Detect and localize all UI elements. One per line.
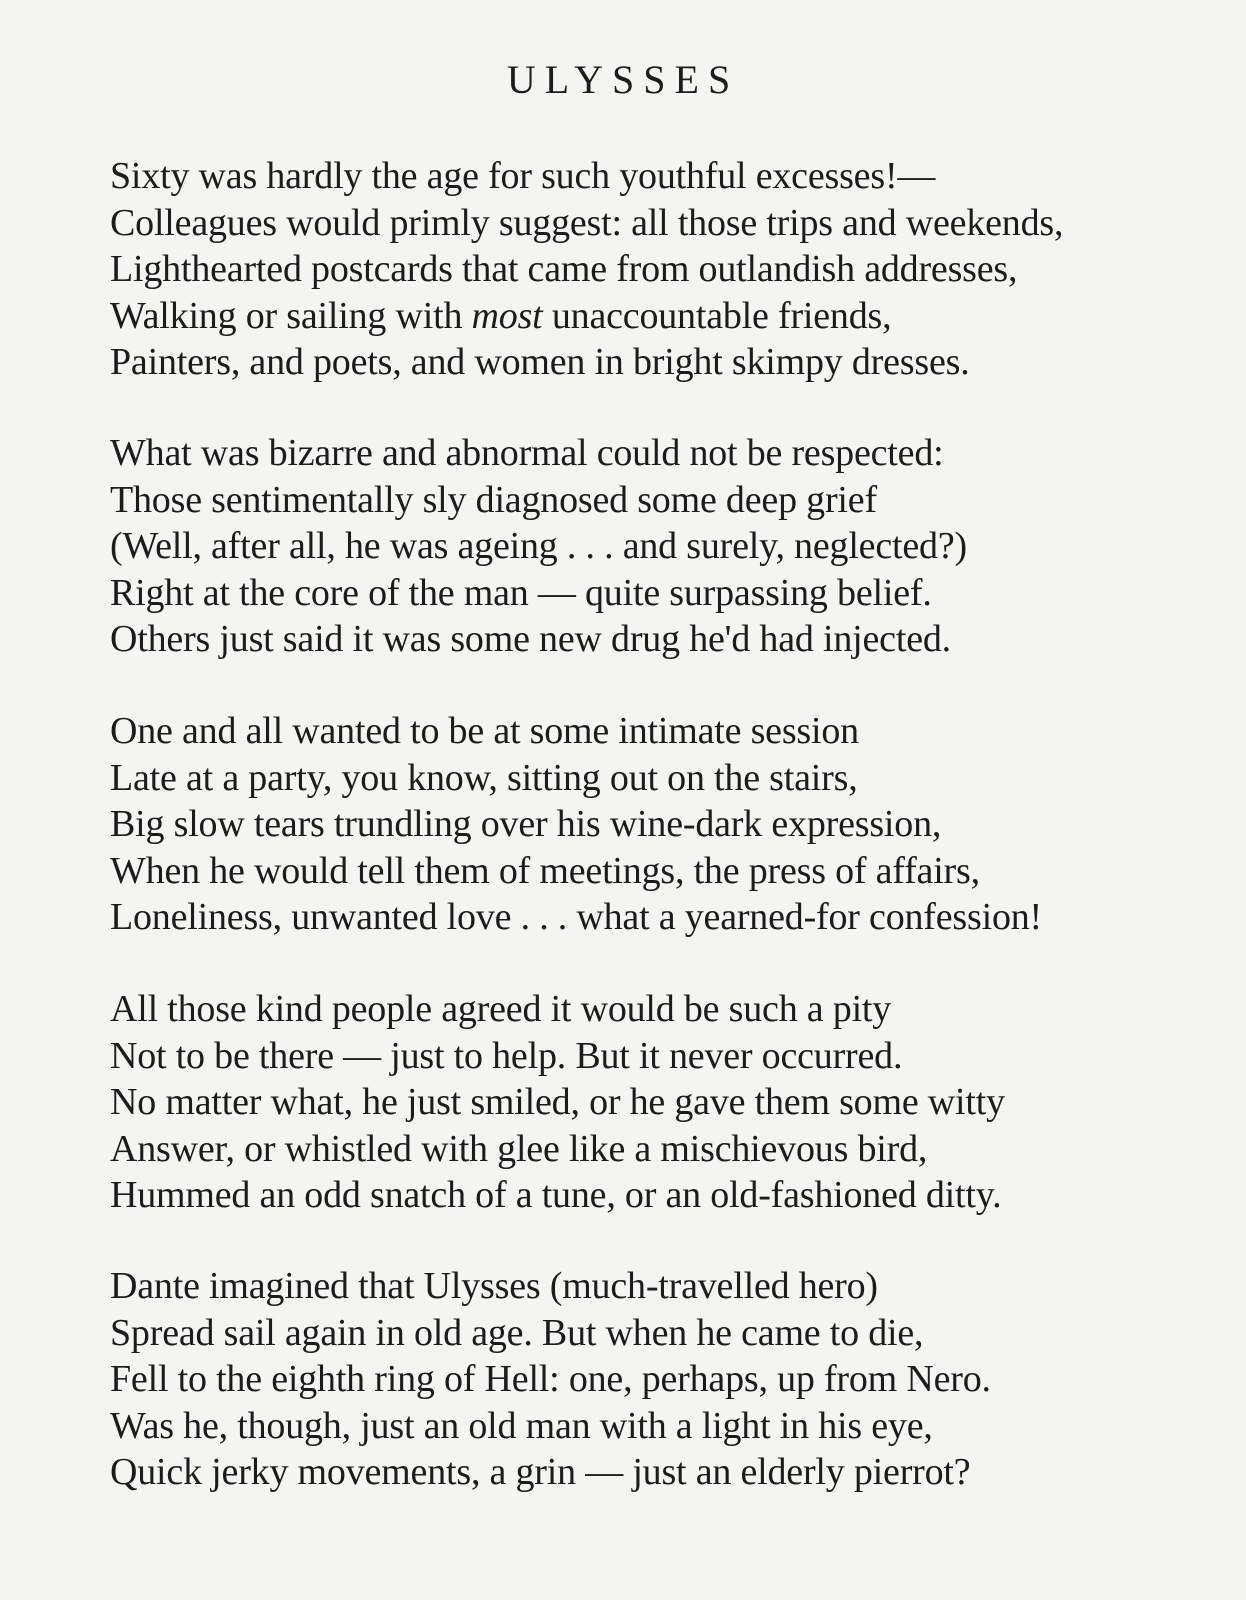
poem-line: When he would tell them of meetings, the press of affairs, <box>110 849 980 892</box>
poem-line: Was he, though, just an old man with a light in his eye, <box>110 1404 933 1447</box>
stanza-3 <box>110 708 1220 941</box>
poem-line: Loneliness, unwanted love . . . what a yearned-for confession! <box>110 896 1043 938</box>
poem-line-part: unaccountable friends, <box>542 294 892 337</box>
stanza-5 <box>110 1263 1220 1496</box>
poem-line: Those sentimentally sly diagnosed some deep grief <box>110 478 877 521</box>
poem-line: Colleagues would primly suggest: all those trips and weekends, <box>110 201 1064 244</box>
poem-line: Answer, or whistled with glee like a mischievous bird, <box>110 1127 928 1170</box>
stanza-4 <box>110 986 1220 1219</box>
poem-line: Big slow tears trundling over his wine-dark expression, <box>110 803 942 845</box>
poem-line: Quick jerky movements, a grin — just an elderly pierrot? <box>110 1451 971 1493</box>
poem-line: Lighthearted postcards that came from outlandish addresses, <box>110 248 1018 290</box>
poem-line <box>110 293 1220 340</box>
italic-emphasis: most <box>471 294 543 337</box>
poem-line-part: Walking or sailing with <box>110 294 472 337</box>
poem-title: ULYSSES <box>506 57 740 102</box>
stanza-1 <box>110 153 1220 386</box>
poem-line: No matter what, he just smiled, or he gave them some witty <box>110 1081 1005 1123</box>
poem-line: What was bizarre and abnormal could not be respected: <box>110 432 944 474</box>
poem-line: Spread sail again in old age. But when he came to die, <box>110 1311 924 1354</box>
poem-line: Others just said it was some new drug he'd had injected. <box>110 618 951 660</box>
poem-line: (Well, after all, he was ageing . . . and surely, neglected?) <box>110 525 967 567</box>
poem-line: Late at a party, you know, sitting out on the stairs, <box>110 756 858 799</box>
poem-line: Dante imagined that Ulysses (much-travelled hero) <box>110 1265 878 1307</box>
poem-line: Sixty was hardly the age for such youthful excesses!— <box>110 155 936 197</box>
poem-line: Fell to the eighth ring of Hell: one, perhaps, up from Nero. <box>110 1358 991 1400</box>
stanza-2 <box>110 430 1220 663</box>
poem-line: Right at the core of the man — quite surpassing belief. <box>110 571 932 614</box>
poem-line: All those kind people agreed it would be such a pity <box>110 988 892 1030</box>
poem-line: Painters, and poets, and women in bright skimpy dresses. <box>110 341 970 383</box>
poem-line: One and all wanted to be at some intimate session <box>110 710 859 752</box>
poem-line: Hummed an odd snatch of a tune, or an old-fashioned ditty. <box>110 1174 1002 1216</box>
poem-line: Not to be there — just to help. But it never occurred. <box>110 1034 903 1077</box>
